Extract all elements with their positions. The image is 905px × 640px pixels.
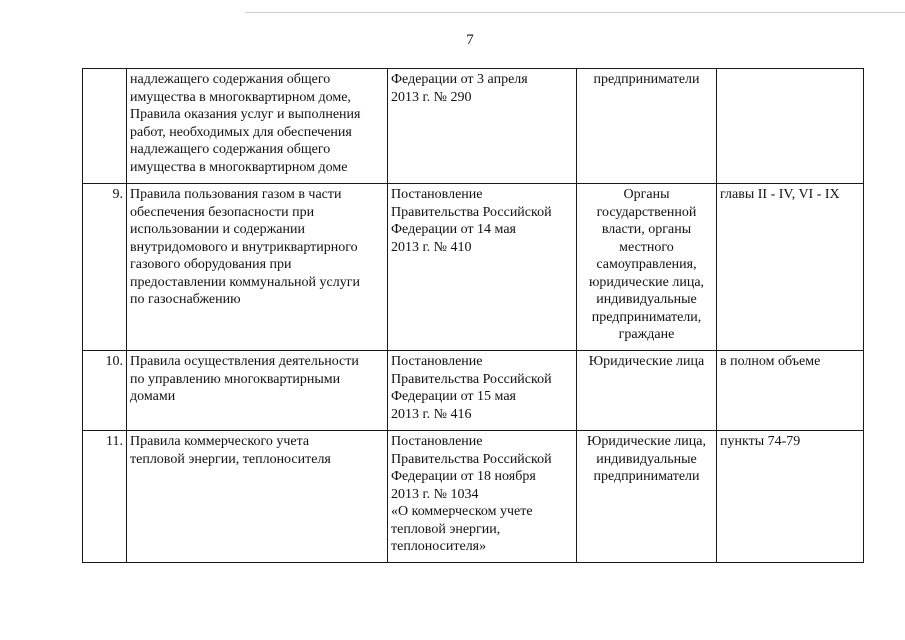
- top-scan-rule: [245, 12, 905, 13]
- act-title: Правила пользования газом в части обеспечения безопасности при использовании и содержании внутридомового и внутриквартирного газового оборудования при предоставлении коммунальной услуги по газоснабжению: [127, 184, 388, 351]
- act-title: Правила коммерческого учета тепловой энергии, теплоносителя: [127, 431, 388, 563]
- act-reference: Федерации от 3 апреля 2013 г. № 290: [388, 69, 577, 184]
- table-row: [83, 431, 864, 563]
- act-title: надлежащего содержания общего имущества в многоквартирном доме, Правила оказания услуг и выполнения работ, необходимых для обеспечения надлежащего содержания общего имущества в многоквартирном доме: [127, 69, 388, 184]
- row-number: 9.: [83, 184, 127, 351]
- scope-of-application: главы II - IV, VI - IX: [717, 184, 864, 351]
- row-number: 11.: [83, 431, 127, 563]
- scope-of-application: пункты 74-79: [717, 431, 864, 563]
- regulations-table: [82, 68, 864, 563]
- obligated-persons: Органы государственной власти, органы местного самоуправления, юридические лица, индивидуальные предприниматели, граждане: [577, 184, 717, 351]
- obligated-persons: Юридические лица, индивидуальные предприниматели: [577, 431, 717, 563]
- table-row: [83, 351, 864, 431]
- act-reference: Постановление Правительства Российской Федерации от 14 мая 2013 г. № 410: [388, 184, 577, 351]
- scope-of-application: [717, 69, 864, 184]
- obligated-persons: предприниматели: [577, 69, 717, 184]
- page-number: 7: [466, 32, 474, 48]
- row-number: 10.: [83, 351, 127, 431]
- table-row: [83, 184, 864, 351]
- act-reference: Постановление Правительства Российской Федерации от 18 ноября 2013 г. № 1034 «О коммерческом учете тепловой энергии, теплоносителя»: [388, 431, 577, 563]
- act-title: Правила осуществления деятельности по управлению многоквартирными домами: [127, 351, 388, 431]
- scope-of-application: в полном объеме: [717, 351, 864, 431]
- obligated-persons: Юридические лица: [577, 351, 717, 431]
- table-row-continuation: [83, 69, 864, 184]
- row-number: [83, 69, 127, 184]
- act-reference: Постановление Правительства Российской Федерации от 15 мая 2013 г. № 416: [388, 351, 577, 431]
